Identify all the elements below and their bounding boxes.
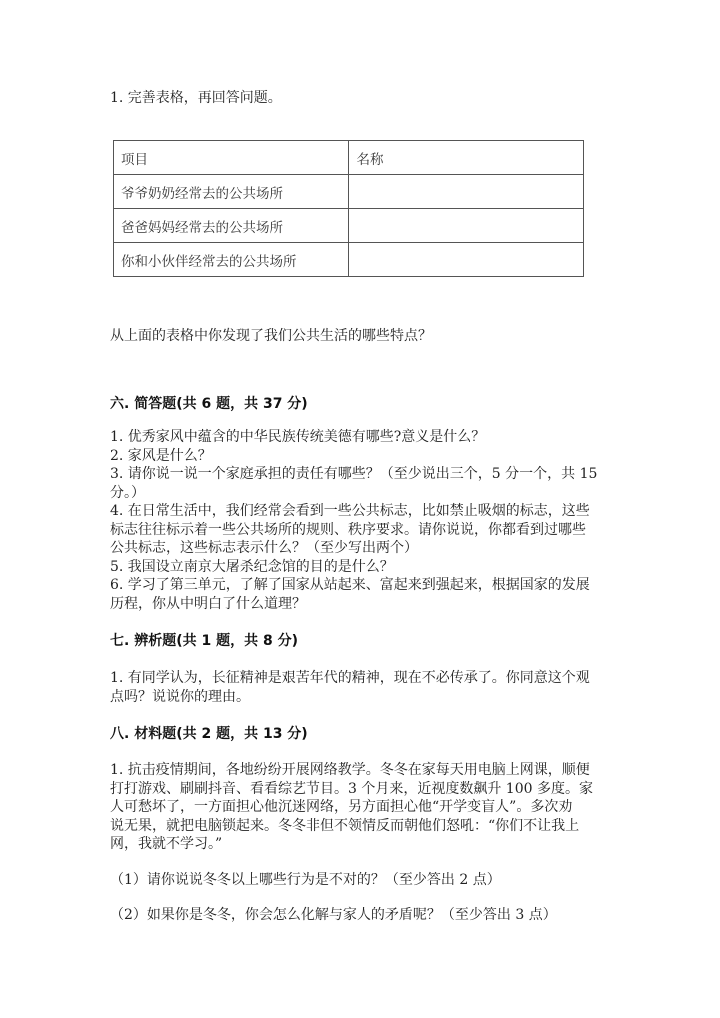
section8-subquestion-1: （1）请你说说冬冬以上哪些行为是不对的？（至少答出 2 点） (110, 872, 501, 888)
section8-line: 1. 抗击疫情期间，各地纷纷开展网络教学。冬冬在家每天用电脑上网课，顺便 (110, 762, 590, 778)
section6-line: 历程，你从中明白了什么道理？ (110, 595, 306, 612)
section6-line: 4. 在日常生活中，我们经常会看到一些公共标志，比如禁止吸烟的标志，这些 (110, 503, 590, 519)
row-item: 爸爸妈妈经常去的公共场所 (114, 209, 349, 243)
table-header-row (114, 141, 584, 175)
section6-heading: 六. 简答题(共 6 题，共 37 分) (110, 396, 308, 412)
row-name-cell[interactable] (349, 175, 584, 209)
table-row (114, 209, 584, 243)
section7-line: 1. 有同学认为，长征精神是艰苦年代的精神，现在不必传承了。你同意这个观 (110, 670, 590, 686)
section6-line: 3. 请你说一说一个家庭承担的责任有哪些？（至少说出三个，5 分一个，共 15 (110, 466, 598, 482)
section6-line: 公共标志，这些标志表示什么？（至少写出两个） (110, 540, 418, 556)
section6-line: 5. 我国设立南京大屠杀纪念馆的目的是什么？ (110, 558, 394, 575)
section8-line: 人可愁坏了，一方面担心他沉迷网络，另方面担心他“开学变盲人”。多次劝 (110, 799, 573, 815)
table-row (114, 243, 584, 277)
section8-line: 打打游戏、刷刷抖音、看看综艺节目。3 个月来，近视度数飙升 100 多度。家 (110, 780, 593, 797)
section6-questions (110, 428, 605, 613)
row-item: 你和小伙伴经常去的公共场所 (114, 243, 349, 277)
row-item: 爷爷奶奶经常去的公共场所 (114, 175, 349, 209)
section6-line: 标志往往标示着一些公共场所的规则、秩序要求。请你说说，你都看到过哪些 (110, 521, 586, 538)
section6-line: 2. 家风是什么？ (110, 447, 212, 464)
section8-subquestion-2: （2）如果你是冬冬，你会怎么化解与家人的矛盾呢？（至少答出 3 点） (110, 907, 557, 923)
section6-line: 1. 优秀家风中蕴含的中华民族传统美德有哪些?意义是什么？ (110, 429, 486, 445)
section6-line: 分。） (110, 484, 145, 501)
table-row (114, 175, 584, 209)
section7-heading: 七. 辨析题(共 1 题，共 8 分) (110, 633, 298, 649)
row-name-cell[interactable] (349, 209, 584, 243)
section8-heading: 八. 材料题(共 2 题，共 13 分) (110, 726, 308, 742)
section7-questions (110, 669, 605, 706)
section8-line: 说无果，就把电脑锁起来。冬冬非但不领情反而朝他们怒吼：“你们不让我上 (110, 817, 580, 834)
q1-intro: 1. 完善表格，再回答问题。 (110, 90, 282, 106)
header-item: 项目 (114, 141, 349, 175)
section6-line: 6. 学习了第三单元，了解了国家从站起来、富起来到强起来，根据国家的发展 (110, 577, 590, 593)
row-name-cell[interactable] (349, 243, 584, 277)
section8-material (110, 761, 605, 854)
section7-line: 点吗？说说你的理由。 (110, 688, 250, 705)
section8-line: 网，我就不学习。” (110, 836, 223, 852)
header-name: 名称 (349, 141, 584, 175)
public-places-table (113, 140, 584, 277)
table-followup-question: 从上面的表格中你发现了我们公共生活的哪些特点？ (110, 328, 432, 344)
